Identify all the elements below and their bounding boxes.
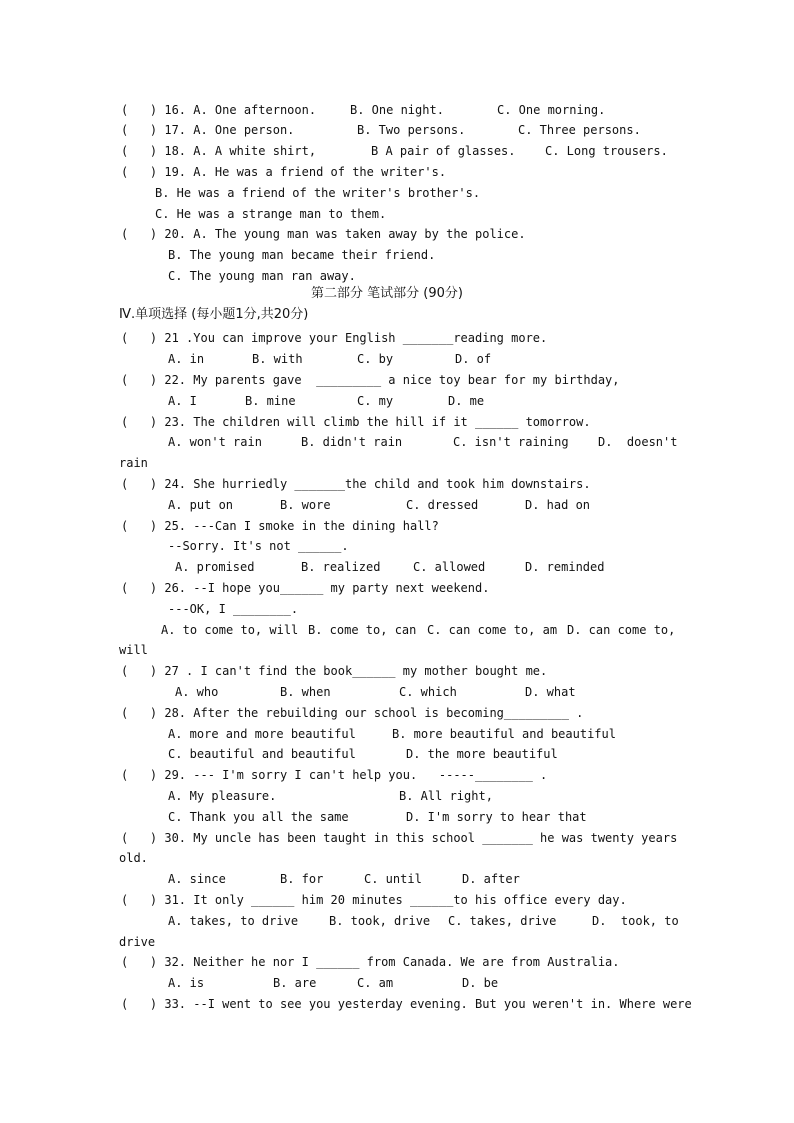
q25-option-b: B. realized bbox=[301, 560, 381, 574]
q21-option-c: C. by bbox=[357, 352, 394, 366]
q27-stem: ( ) 27 . I can't find the book______ my mother bought me. bbox=[121, 664, 548, 678]
q21-option-d: D. of bbox=[455, 352, 492, 366]
q30-stem: ( ) 30. My uncle has been taught in this school _______ he was twenty years bbox=[121, 831, 678, 845]
q23-wrap: rain bbox=[119, 456, 148, 470]
q28-stem: ( ) 28. After the rebuilding our school is becoming_________ . bbox=[121, 706, 584, 720]
q26-line2: ---OK, I ________. bbox=[168, 602, 299, 616]
q27-option-a: A. who bbox=[175, 685, 219, 699]
q20-option-c: C. The young man ran away. bbox=[168, 269, 356, 283]
q25-option-d: D. reminded bbox=[525, 560, 605, 574]
q25-stem: ( ) 25. ---Can I smoke in the dining hall? bbox=[121, 519, 439, 533]
q22-option-c: C. my bbox=[357, 394, 394, 408]
q32-stem: ( ) 32. Neither he nor I ______ from Canada. We are from Australia. bbox=[121, 955, 620, 969]
q26-stem: ( ) 26. --I hope you______ my party next weekend. bbox=[121, 581, 490, 595]
q30-wrap: old. bbox=[119, 851, 148, 865]
q27-option-b: B. when bbox=[280, 685, 331, 699]
q24-stem: ( ) 24. She hurriedly _______the child and took him downstairs. bbox=[121, 477, 591, 491]
q31-option-b: B. took, drive bbox=[329, 914, 431, 928]
q24-option-c: C. dressed bbox=[406, 498, 479, 512]
section-title: Ⅳ.单项选择 (每小题1分,共20分) bbox=[119, 307, 309, 322]
q18-option-b: B A pair of glasses. bbox=[371, 144, 516, 158]
q19-option-b: B. He was a friend of the writer's brother's. bbox=[155, 186, 481, 200]
q21-option-a: A. in bbox=[168, 352, 205, 366]
q28-option-b: B. more beautiful and beautiful bbox=[392, 727, 616, 741]
q29-option-d: D. I'm sorry to hear that bbox=[406, 810, 587, 824]
q18-stem: ( ) 18. A. A white shirt, bbox=[121, 144, 317, 158]
q31-option-c: C. takes, drive bbox=[448, 914, 557, 928]
q19-option-c: C. He was a strange man to them. bbox=[155, 207, 387, 221]
q18-option-c: C. Long trousers. bbox=[545, 144, 668, 158]
q21-option-b: B. with bbox=[252, 352, 303, 366]
q31-option-d: D. took, to bbox=[592, 914, 679, 928]
q32-option-a: A. is bbox=[168, 976, 205, 990]
q29-option-c: C. Thank you all the same bbox=[168, 810, 349, 824]
q32-option-b: B. are bbox=[273, 976, 317, 990]
q23-stem: ( ) 23. The children will climb the hill if it ______ tomorrow. bbox=[121, 415, 591, 429]
q31-stem: ( ) 31. It only ______ him 20 minutes ______to his office every day. bbox=[121, 893, 627, 907]
q32-option-c: C. am bbox=[357, 976, 394, 990]
q24-option-b: B. wore bbox=[280, 498, 331, 512]
q21-stem: ( ) 21 .You can improve your English _______reading more. bbox=[121, 331, 548, 345]
q31-wrap: drive bbox=[119, 935, 156, 949]
q20-stem: ( ) 20. A. The young man was taken away by the police. bbox=[121, 227, 526, 241]
part-title: 第二部分 笔试部分 (90分) bbox=[311, 286, 463, 301]
q27-option-d: D. what bbox=[525, 685, 576, 699]
q29-option-a: A. My pleasure. bbox=[168, 789, 277, 803]
q26-wrap: will bbox=[119, 643, 148, 657]
q24-option-a: A. put on bbox=[168, 498, 234, 512]
q25-option-c: C. allowed bbox=[413, 560, 486, 574]
q28-option-d: D. the more beautiful bbox=[406, 747, 558, 761]
q17-option-b: B. Two persons. bbox=[357, 123, 466, 137]
q16-stem: ( ) 16. A. One afternoon. bbox=[121, 103, 317, 117]
q22-option-a: A. I bbox=[168, 394, 197, 408]
q19-stem: ( ) 19. A. He was a friend of the writer's. bbox=[121, 165, 447, 179]
q33-stem: ( ) 33. --I went to see you yesterday evening. But you weren't in. Where were bbox=[121, 997, 692, 1011]
q20-option-b: B. The young man became their friend. bbox=[168, 248, 436, 262]
q23-option-a: A. won't rain bbox=[168, 435, 262, 449]
q16-option-c: C. One morning. bbox=[497, 103, 606, 117]
q29-stem: ( ) 29. --- I'm sorry I can't help you. -----________ . bbox=[121, 768, 548, 782]
q30-option-c: C. until bbox=[364, 872, 422, 886]
q17-option-c: C. Three persons. bbox=[518, 123, 641, 137]
q23-option-b: B. didn't rain bbox=[301, 435, 403, 449]
q31-option-a: A. takes, to drive bbox=[168, 914, 299, 928]
q26-option-c: C. can come to, am bbox=[427, 623, 558, 637]
q26-option-a: A. to come to, will bbox=[161, 623, 299, 637]
q22-option-b: B. mine bbox=[245, 394, 296, 408]
q26-option-b: B. come to, can bbox=[308, 623, 417, 637]
q26-option-d: D. can come to, bbox=[567, 623, 676, 637]
q22-stem: ( ) 22. My parents gave _________ a nice toy bear for my birthday, bbox=[121, 373, 620, 387]
q17-stem: ( ) 17. A. One person. bbox=[121, 123, 295, 137]
q16-option-b: B. One night. bbox=[350, 103, 444, 117]
q30-option-a: A. since bbox=[168, 872, 226, 886]
q30-option-d: D. after bbox=[462, 872, 520, 886]
q23-option-d: D. doesn't bbox=[598, 435, 678, 449]
q25-line2: --Sorry. It's not ______. bbox=[168, 539, 349, 553]
q27-option-c: C. which bbox=[399, 685, 457, 699]
q32-option-d: D. be bbox=[462, 976, 499, 990]
q28-option-a: A. more and more beautiful bbox=[168, 727, 356, 741]
q25-option-a: A. promised bbox=[175, 560, 255, 574]
q24-option-d: D. had on bbox=[525, 498, 591, 512]
q29-option-b: B. All right, bbox=[399, 789, 493, 803]
q28-option-c: C. beautiful and beautiful bbox=[168, 747, 356, 761]
q23-option-c: C. isn't raining bbox=[453, 435, 569, 449]
q30-option-b: B. for bbox=[280, 872, 324, 886]
q22-option-d: D. me bbox=[448, 394, 485, 408]
